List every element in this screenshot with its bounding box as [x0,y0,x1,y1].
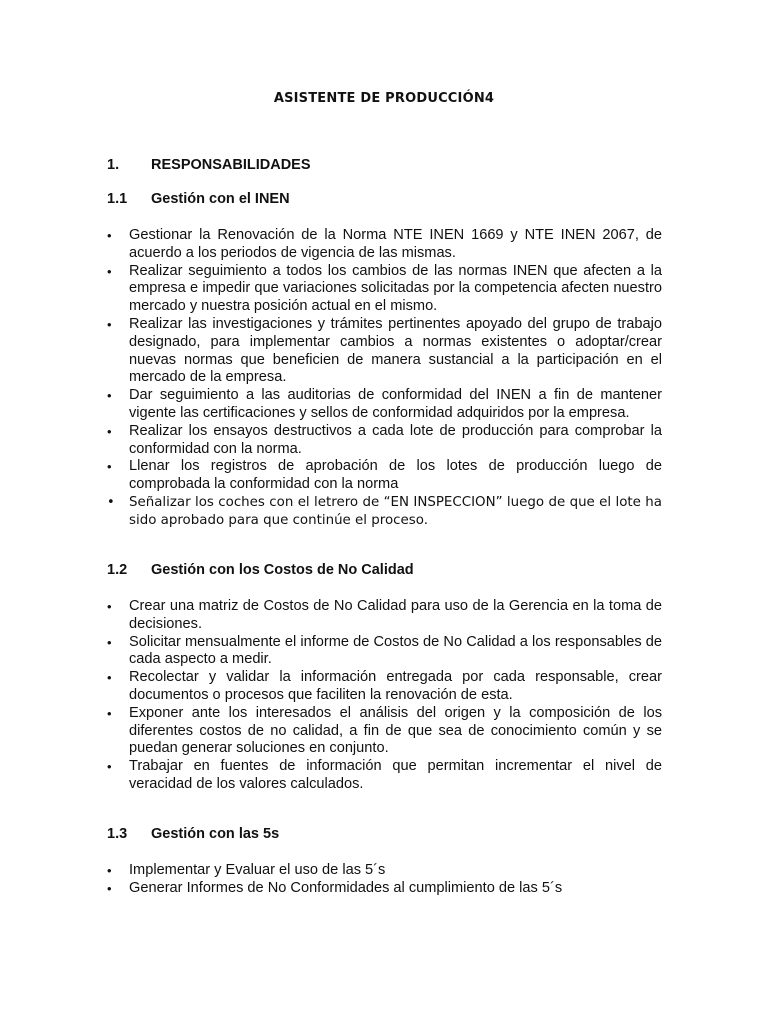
bullet-icon: • [107,705,112,721]
bullet-icon: • [107,263,112,279]
section-number: 1. [107,157,120,173]
bullet-icon: • [107,228,112,243]
document-title: ASISTENTE DE PRODUCCIÓN4 [273,91,495,106]
list-item: • Gestionar la Renovación de la Norma NTE INEN 1669 y NTE INEN 2067, de acuerdo a los periodos de vigencia de las mismas. [107,227,662,261]
list-item: • Dar seguimiento a las auditorias de conformidad del INEN a fin de mantener vigente las certificaciones y sellos de conformidad adquiridos por la empresa. [107,387,662,421]
list-item: • Recolectar y validar la información entregada por cada responsable, crear documentos o procesos que faciliten la renovación de esta. [107,669,662,703]
subsection-number-1-3: 1.3 [107,826,128,842]
subsection-title-costos: Gestión con los Costos de No Calidad [151,562,414,578]
subsection-number-1-2: 1.2 [107,562,128,578]
bullet-icon: • [107,459,112,475]
bullet-icon: • [107,316,112,332]
list-item: • Realizar seguimiento a todos los cambios de las normas INEN que afecten a la empresa e impedir que variaciones solicitadas por la competencia afecten nuestro mercado y nuestra posición actual en el mismo. [107,262,662,315]
inen-responsibilities-list [107,227,662,530]
subsection-number-1-1: 1.1 [107,191,128,207]
subsection-title-5s: Gestión con las 5s [151,826,280,842]
bullet-icon: • [107,670,112,686]
list-item: • Señalizar los coches con el letrero de “EN INSPECCION” luego de que el lote ha sido aprobado para que continúe el proceso. [107,494,662,528]
subsection-title-inen: Gestión con el INEN [151,191,290,207]
bullet-icon: • [107,880,112,896]
list-item: • Llenar los registros de aprobación de los lotes de producción luego de comprobada la conformidad con la norma [107,458,662,493]
list-item: • Realizar los ensayos destructivos a cada lote de producción para comprobar la conformidad con la norma. [107,422,662,457]
bullet-icon: • [107,423,112,439]
costos-responsibilities-list [107,598,662,794]
bullet-icon: • [107,388,112,404]
bullet-icon: • [107,759,112,775]
list-item: • Trabajar en fuentes de información que permitan incrementar el nivel de veracidad de los valores calculados. [107,758,662,792]
list-item: • Implementar y Evaluar el uso de las 5´s [107,862,386,878]
list-item: • Solicitar mensualmente el informe de Costos de No Calidad a los responsables de cada aspecto a medir. [107,633,662,668]
bullet-icon: • [107,599,112,614]
list-item: • Exponer ante los interesados el análisis del origen y la composición de los diferentes costos de no calidad, a fin de que sea de conocimiento común y se puedan generar soluciones en conjunto. [107,704,662,757]
bullet-icon: • [107,494,115,510]
5s-responsibilities-list [107,862,662,898]
bullet-icon: • [107,863,112,878]
list-item: • Crear una matriz de Costos de No Calidad para uso de la Gerencia en la toma de decisiones. [107,598,662,632]
section-title: RESPONSABILIDADES [151,157,311,173]
bullet-icon: • [107,634,112,650]
list-item: • Generar Informes de No Conformidades al cumplimiento de las 5´s [107,879,563,896]
list-item: • Realizar las investigaciones y trámites pertinentes apoyado del grupo de trabajo designado, para implementar cambios a normas existentes o adoptar/crear nuevas normas que beneficien de manera sustancial a la participación en el mercado de la empresa. [107,315,662,386]
